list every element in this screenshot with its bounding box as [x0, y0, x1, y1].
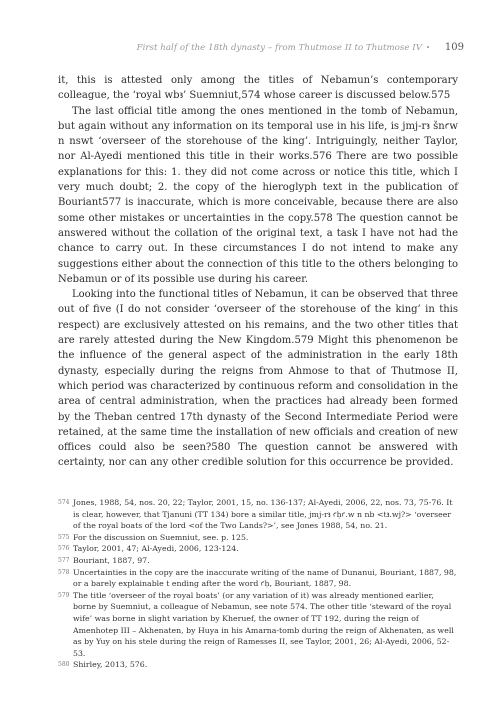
- paragraph: it, this is attested only among the titles of Nebamun’s contemporary colleague, the ‘royal wbꜣ’ Suemniut,574 whose career is discussed below.575: [58, 75, 458, 102]
- footnote-number: 578: [58, 568, 70, 576]
- footnotes: [58, 497, 458, 671]
- page-number: 109: [444, 42, 464, 53]
- footnote-text: The title ‘overseer of the royal boats’ (or any variation of it) was already mentioned earlier, borne by Suemniut, a colleague of Nebamun, see note 574. The other title ‘steward of the royal wife’ was borne in slight variation by Kheruef, the owner of TT 192, during the reign of Amenhotep III – Akhenaten, by Huya in his Amarna-tomb during the reign of Akhenaten, as well as by Yuy on his stele during the reign of Ramesses II, see Taylor, 2001, 26; Al-Ayedi, 2006, 52-53.: [73, 590, 454, 658]
- paragraph: The last official title among the ones mentioned in the tomb of Nebamun, but again without any information on its temporal use in his life, is jmj-rꜣ šnꜥw n nswt ‘overseer of the storehouse of the king’. Intriguingly, neither Taylor, nor Al-Ayedi mentioned this title in their works.576 There are two possible explanations for this: 1. they did not come across or notice this title, which I very much doubt; 2. the copy of the hieroglyph text in the publication of Bouriant577 is inaccurate, which is more conceivable, because there are also some other mistakes or uncertainties in the copy.578 The question cannot be answered without the collation of the original text, a task I have not had the chance to carry out. In these circumstances I do not intend to make any suggestions either about the connection of this title to the others belonging to Nebamun or of its possible use during his career.: [58, 105, 458, 285]
- footnote: [58, 532, 458, 544]
- header-bullet: •: [425, 44, 430, 52]
- footnote: [58, 567, 458, 590]
- footnote-number: 580: [58, 661, 70, 669]
- paragraph: Looking into the functional titles of Nebamun, it can be observed that three out of five (I do not consider ‘overseer of the storehouse of the king’ in this respect) are exclusively attested on his remains, and the two other titles that are rarely attested during the New Kingdom.579 Might this phenomenon be the influence of the general aspect of the administration in the early 18th dynasty, especially during the reigns from Ahmose to that of Thutmose II, which period was characterized by continuous reform and consolidation in the area of central administration, when the practices had already been formed by the Theban centred 17th dynasty of the Second Intermediate Period were retained, at the same time the installation of new officials and creation of new offices could also be seen?580 The question cannot be answered with certainty, nor can any other credible solution for this occurrence be provided.: [58, 289, 458, 469]
- running-title: First half of the 18th dynasty – from Thutmose II to Thutmose IV: [136, 43, 422, 53]
- footnote: [58, 555, 458, 567]
- footnote: [58, 497, 458, 532]
- footnote-number: 577: [58, 556, 70, 564]
- footnote-text: Jones, 1988, 54, nos. 20, 22; Taylor, 2001, 15, no. 136-137; Al-Ayedi, 2006, 22, nos. 73, 75-76. It is clear, however, that Tjanuni (TT 134) bore a similar title, jmj-rꜣ ꜥḥꜥ.w n nb <tꜣ.wj?> ‘overseer of the royal boats of the lord <of the Two Lands?>’, see Jones 1988, 54, no. 21.: [73, 498, 453, 531]
- footnote-number: 576: [58, 545, 70, 553]
- running-header: [0, 43, 496, 57]
- footnote-text: Shirley, 2013, 576.: [73, 660, 148, 670]
- footnote-text: Uncertainties in the copy are the inaccurate writing of the name of Dunanui, Bouriant, 1887, 98, or a barely explainable t ending after the word ꜥḥ, Bouriant, 1887, 98.: [73, 567, 457, 589]
- footnote: [58, 590, 458, 660]
- footnote: [58, 543, 458, 555]
- footnote-number: 574: [58, 499, 70, 506]
- footnote-text: Taylor, 2001, 47; Al-Ayedi, 2006, 123-124.: [73, 544, 239, 554]
- main-text: [58, 73, 458, 471]
- footnote-number: 575: [58, 533, 70, 541]
- footnote-text: For the discussion on Suemniut, see. p. 125.: [73, 532, 249, 542]
- footnote-number: 579: [58, 591, 70, 599]
- footnote: [58, 659, 458, 671]
- footnote-text: Bouriant, 1887, 97.: [73, 555, 150, 565]
